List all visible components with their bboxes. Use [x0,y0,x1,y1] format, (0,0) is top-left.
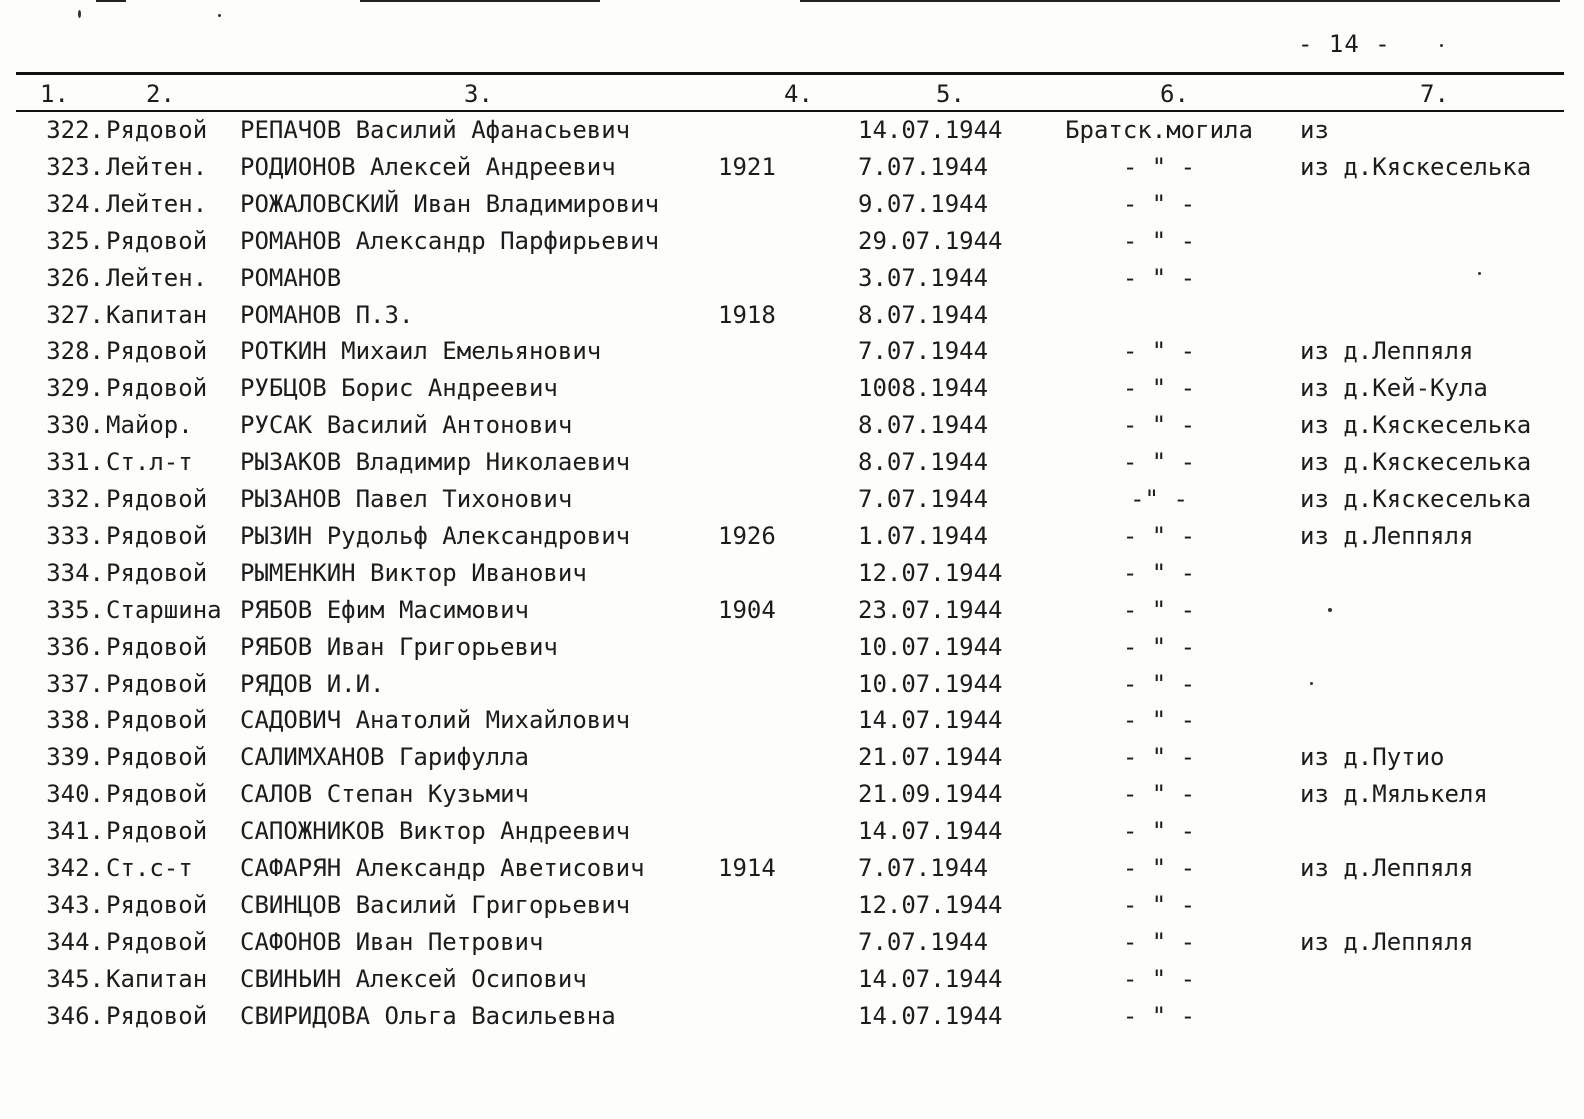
record-burial: - " - [1122,632,1196,661]
record-burial: - " - [1122,595,1196,624]
record-number: 331. [46,448,104,477]
record-death-date: 14.07.1944 [858,817,1003,846]
record-name: РЯБОВ Ефим Масимович [240,595,529,624]
record-burial: - " - [1122,448,1196,477]
record-origin: из д.Кяскеселька [1300,411,1532,440]
record-burial: - " - [1122,706,1196,735]
record-rank: Лейтен. [106,263,208,292]
record-name: РЫЗАКОВ Владимир Николаевич [240,448,631,477]
scan-speck [1310,682,1313,685]
scan-speck [1478,272,1481,275]
record-burial: - " - [1122,189,1196,218]
record-name: РУСАК Василий Антонович [240,411,573,440]
record-name: РЕПАЧОВ Василий Афанасьевич [240,116,631,144]
table-row [0,1002,1584,1039]
record-name: РЯБОВ Иван Григорьевич [240,632,558,661]
record-number: 343. [46,890,104,919]
record-name: РЯДОВ И.И. [240,669,385,698]
header-top-rule [16,72,1564,75]
record-name: РОТКИН Михаил Емельянович [240,337,602,366]
record-rank: Рядовой [106,780,208,809]
record-name: РЫМЕНКИН Виктор Иванович [240,558,587,587]
table-row [0,301,1584,338]
record-death-date: 7.07.1944 [858,152,989,181]
record-death-date: 12.07.1944 [858,890,1003,919]
table-row [0,227,1584,264]
record-rank: Рядовой [106,632,208,661]
record-name: РОДИОНОВ Алексей Андреевич [240,152,616,181]
record-name: РОМАНОВ Александр Парфирьевич [240,226,660,255]
record-birth-year: 1918 [718,300,776,329]
record-origin: из д.Путио [1300,743,1445,772]
record-name: САФОНОВ Иван Петрович [240,927,544,956]
record-burial: - " - [1122,226,1196,255]
record-death-date: 23.07.1944 [858,595,1003,624]
record-origin: из д.Кяскеселька [1300,448,1532,477]
record-number: 323. [46,152,104,181]
record-name: РОЖАЛОВСКИЙ Иван Владимирович [240,189,660,218]
record-number: 324. [46,189,104,218]
record-burial: - " - [1122,780,1196,809]
record-origin: из [1300,116,1329,144]
table-row [0,411,1584,448]
record-number: 335. [46,595,104,624]
table-row [0,116,1584,153]
record-rank: Капитан [106,300,208,329]
record-origin: из д.Леппяля [1300,337,1474,366]
record-rank: Ст.с-т [106,854,193,882]
record-rank: Ст.л-т [106,448,193,477]
record-rank: Рядовой [106,706,208,735]
record-origin: из д.Леппяля [1300,854,1474,882]
record-death-date: 10.07.1944 [858,632,1003,661]
record-burial: - " - [1122,374,1196,403]
table-row [0,817,1584,854]
table-row [0,743,1584,780]
record-burial: - " - [1122,1001,1196,1030]
record-burial: -" - [1130,485,1188,513]
record-death-date: 12.07.1944 [858,558,1003,587]
record-number: 326. [46,263,104,292]
record-rank: Лейтен. [106,152,208,181]
record-origin: из д.Кяскеселька [1300,152,1532,181]
table-row [0,928,1584,965]
record-death-date: 10.07.1944 [858,669,1003,698]
record-burial: - " - [1122,743,1196,772]
top-edge-mark [360,0,600,2]
record-death-date: 14.07.1944 [858,964,1003,993]
table-row [0,780,1584,817]
table-row [0,633,1584,670]
record-number: 325. [46,226,104,255]
column-header: 6. [1160,80,1189,108]
record-birth-year: 1926 [718,521,776,550]
record-death-date: 9.07.1944 [858,189,989,218]
record-rank: Рядовой [106,226,208,255]
record-death-date: 29.07.1944 [858,226,1003,255]
record-number: 333. [46,521,104,550]
record-name: РЫЗИН Рудольф Александрович [240,521,631,550]
column-header: 4. [784,80,813,108]
record-death-date: 1008.1944 [858,374,989,403]
record-origin: из д.Мялькеля [1300,780,1488,809]
record-death-date: 3.07.1944 [858,263,989,292]
column-header: 2. [146,80,175,108]
table-row [0,448,1584,485]
record-name: САДОВИЧ Анатолий Михайлович [240,706,631,735]
record-number: 344. [46,927,104,956]
record-burial: - " - [1122,411,1196,440]
record-death-date: 7.07.1944 [858,927,989,956]
scan-speck [218,14,221,17]
record-burial: - " - [1122,817,1196,846]
record-burial: - " - [1122,337,1196,366]
record-name: РЫЗАНОВ Павел Тихонович [240,485,573,513]
table-row [0,670,1584,707]
record-rank: Майор. [106,411,193,440]
table-row [0,706,1584,743]
record-number: 336. [46,632,104,661]
record-name: РУБЦОВ Борис Андреевич [240,374,558,403]
record-burial: Братск.могила [1065,116,1253,144]
page-number: - 14 - [1298,30,1391,58]
record-rank: Рядовой [106,669,208,698]
record-burial: - " - [1122,854,1196,882]
record-rank: Рядовой [106,817,208,846]
record-death-date: 7.07.1944 [858,337,989,366]
record-number: 328. [46,337,104,366]
record-origin: из д.Кяскеселька [1300,485,1532,513]
table-row [0,522,1584,559]
record-burial: - " - [1122,964,1196,993]
record-rank: Старшина [106,595,222,624]
record-number: 337. [46,669,104,698]
record-name: САЛОВ Степан Кузьмич [240,780,529,809]
record-death-date: 7.07.1944 [858,854,989,882]
scan-speck [1328,608,1332,612]
record-rank: Рядовой [106,485,208,513]
table-row [0,337,1584,374]
record-number: 345. [46,964,104,993]
record-number: 341. [46,817,104,846]
table-row [0,153,1584,190]
record-name: СВИНЬИН Алексей Осипович [240,964,587,993]
record-burial: - " - [1122,558,1196,587]
record-origin: из д.Кей-Кула [1300,374,1488,403]
column-header: 7. [1420,80,1449,108]
record-name: САФАРЯН Александр Аветисович [240,854,645,882]
record-burial: - " - [1122,890,1196,919]
record-death-date: 8.07.1944 [858,448,989,477]
table-row [0,891,1584,928]
record-origin: из д.Леппяля [1300,521,1474,550]
record-name: РОМАНОВ П.З. [240,300,414,329]
record-burial: - " - [1122,152,1196,181]
record-death-date: 14.07.1944 [858,706,1003,735]
record-number: 322. [46,116,104,144]
record-birth-year: 1921 [718,152,776,181]
record-number: 329. [46,374,104,403]
record-name: САПОЖНИКОВ Виктор Андреевич [240,817,631,846]
record-rank: Капитан [106,964,208,993]
record-number: 340. [46,780,104,809]
record-death-date: 8.07.1944 [858,411,989,440]
column-header: 1. [40,80,69,108]
record-number: 342. [46,854,104,882]
record-number: 338. [46,706,104,735]
record-rank: Рядовой [106,116,208,144]
record-burial: - " - [1122,927,1196,956]
header-bottom-rule [16,110,1564,112]
record-name: СВИРИДОВА Ольга Васильевна [240,1001,616,1030]
record-death-date: 21.09.1944 [858,780,1003,809]
table-row [0,264,1584,301]
record-name: РОМАНОВ [240,263,342,292]
record-death-date: 21.07.1944 [858,743,1003,772]
record-number: 327. [46,300,104,329]
record-rank: Рядовой [106,890,208,919]
record-rank: Рядовой [106,374,208,403]
record-rank: Рядовой [106,1001,208,1030]
record-rank: Рядовой [106,743,208,772]
record-rank: Рядовой [106,337,208,366]
record-origin: из д.Леппяля [1300,927,1474,956]
column-header: 5. [936,80,965,108]
scan-speck [78,10,81,18]
record-rank: Рядовой [106,521,208,550]
table-row [0,190,1584,227]
table-row [0,965,1584,1002]
record-name: СВИНЦОВ Василий Григорьевич [240,890,631,919]
record-death-date: 14.07.1944 [858,1001,1003,1030]
record-death-date: 8.07.1944 [858,300,989,329]
top-edge-mark [96,0,126,2]
table-row [0,596,1584,633]
table-row [0,559,1584,596]
record-birth-year: 1914 [718,854,776,882]
table-row [0,374,1584,411]
record-number: 334. [46,558,104,587]
record-number: 332. [46,485,104,513]
record-rank: Рядовой [106,558,208,587]
scan-speck [1440,44,1443,47]
record-rank: Рядовой [106,927,208,956]
record-death-date: 14.07.1944 [858,116,1003,144]
record-burial: - " - [1122,669,1196,698]
record-burial: - " - [1122,521,1196,550]
record-name: САЛИМХАНОВ Гарифулла [240,743,529,772]
record-number: 346. [46,1001,104,1030]
record-burial: - " - [1122,263,1196,292]
record-number: 330. [46,411,104,440]
record-birth-year: 1904 [718,595,776,624]
table-row [0,854,1584,891]
record-death-date: 7.07.1944 [858,485,989,513]
record-number: 339. [46,743,104,772]
record-death-date: 1.07.1944 [858,521,989,550]
table-row [0,485,1584,522]
column-header: 3. [464,80,493,108]
top-edge-mark [800,0,1560,2]
record-rank: Лейтен. [106,189,208,218]
